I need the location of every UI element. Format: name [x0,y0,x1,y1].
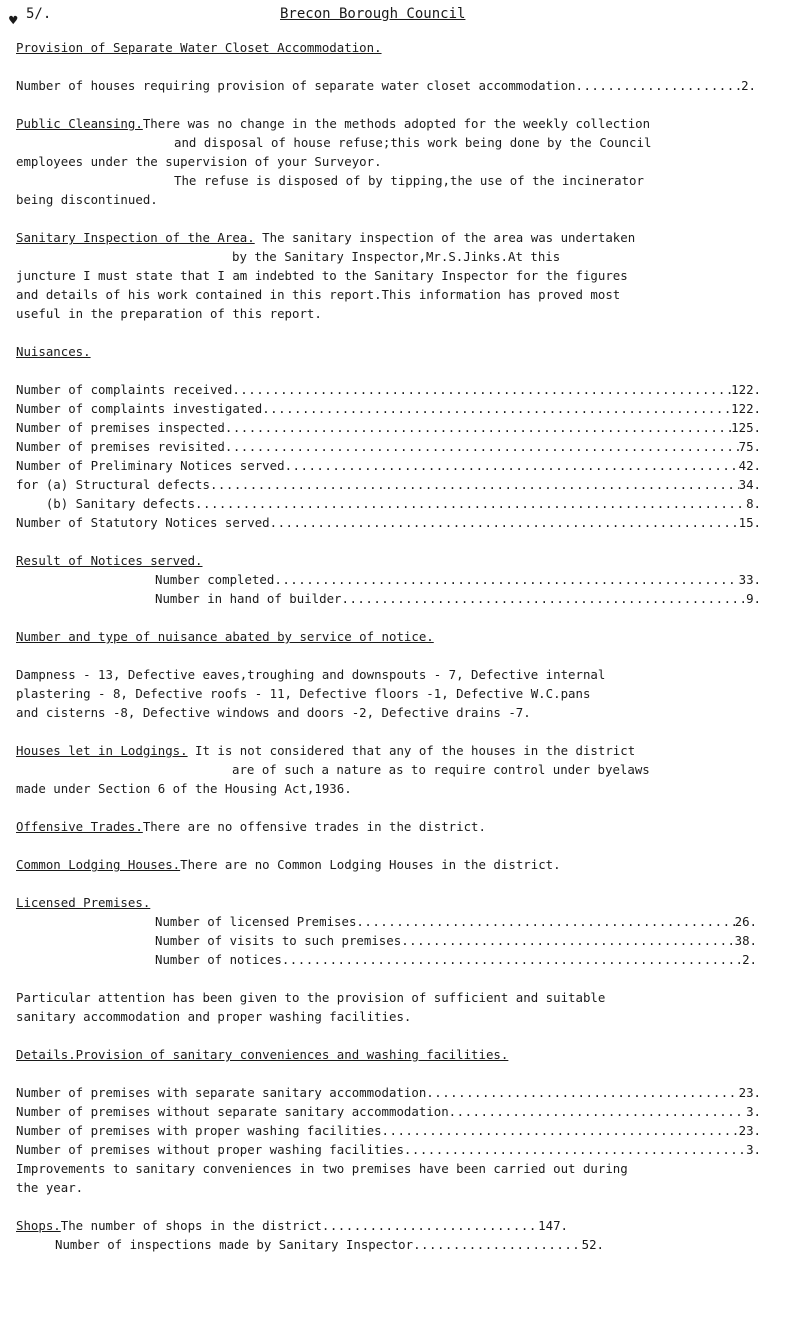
cleansing-para: Public Cleansing.There was no change in the methods adopted for the weekly collection [16,116,651,131]
list-item: Number of premises revisited ..... 75. [16,437,761,456]
list-item: (b) Sanitary defects ..... 8. [16,494,761,513]
list-item: Number of premises with proper washing facilities ..... 23. [16,1121,761,1140]
inspection-para: Sanitary Inspection of the Area. The sanitary inspection of the area was undertaken [16,230,636,245]
heart-icon: ♥ [9,13,18,29]
result-list [16,570,761,608]
list-item: Number of premises inspected ..... 125. [16,418,761,437]
page-header [0,5,800,27]
result-heading: Result of Notices served. [16,553,203,568]
licensed-heading: Licensed Premises. [16,895,151,910]
nuisances-list [16,380,761,532]
licensed-list [16,912,757,969]
details-list [16,1083,761,1159]
council-title: Brecon Borough Council [280,6,466,22]
provision-heading: Provision of Separate Water Closet Accommodation. [16,40,382,55]
document-body: Provision of Separate Water Closet Accommodation. Number of houses requiring provision of separate water closet accommodation ..... 2. Public Cleansing.There was no change in the methods adopted for the weekly collection and disposal of house refuse;this work being done by the Council employees under the supervision of your Surveyor. The refuse is disposed of by tipping,the use of the incinerator being discontinued. Sanitary Inspection of the Area. The sanitary inspection of the area was undertaken by the Sanitary Inspector,Mr.S.Jinks.At this juncture I must state that I am indebted to the Sanitary Inspector for the figures and details of his work contained in this report.This information has proved most useful in the preparation of this report. Nuisances. Number of complaints received ..... 122. Number of complaints investigated ..... 122. Number of premises inspected ..... 125. Number of premises revisited ..... 75. Number of Preliminary Notices served ..... 42. for (a) Structural defects ..... 34. (b) Sanitary defects ..... 8. Number of Statutory Notices served ..... 15. Result of Notices served. Number completed ..... 33. Number in hand of builder ..... 9. Number and type of nuisance abated by service of notice. Dampness - 13, Defective eaves,troughing and downspouts - 7, Defective internal plastering - 8, Defective roofs - 11, Defective floors -1, Defective W.C.pans and cisterns -8, Defective windows and doors -2, Defective drains -7. Houses let in Lodgings. It is not considered that any of the houses in the district are of such a nature as to require control under byelaws made under Section 6 of the Housing Act,1936. Offensive Trades.There are no offensive trades in the district. Common Lodging Houses.There are no Common Lodging Houses in the district. Licensed Premises. Number of licensed Premises ..... 26. Number of visits to such premises ..... 38. Number of notices ..... 2. Particular attention has been given to the provision of sufficient and suitable sanitary accommodation and proper washing facilities. Details.Provision of sanitary conveniences and washing facilities. Number of premises with separate sanitary accommodation ..... 23. Number of premises without separate sanitary accommodation ..... 3. Number of premises with proper washing facilities ..... 23. Number of premises without proper washing facilities ..... 3. Improvements to sanitary conveniences in two premises have been carried out during the year. Shops.The number of shops in the district ..... 147. Number of inspections made by Sanitary Inspector ..... 52. [16,38,786,1254]
details-heading: Details.Provision of sanitary conveniences and washing facilities. [16,1047,509,1062]
common-para: Common Lodging Houses.There are no Common Lodging Houses in the district. [16,857,561,872]
list-item: for (a) Structural defects ..... 34. [16,475,761,494]
list-item: Number of Preliminary Notices served ..... 42. [16,456,761,475]
lodgings-para: Houses let in Lodgings. It is not considered that any of the houses in the district [16,743,636,758]
list-item: Number of premises without proper washing facilities ..... 3. [16,1140,761,1159]
page-number: 5/. [26,6,52,22]
list-item: Number of premises without separate sanitary accommodation ..... 3. [16,1102,761,1121]
list-item: Number of licensed Premises ..... 26. [155,912,757,931]
list-item: Number of complaints investigated ..... 122. [16,399,761,418]
nuisances-heading: Nuisances. [16,344,91,359]
list-item: Number of visits to such premises ..... 38. [155,931,757,950]
offensive-para: Offensive Trades.There are no offensive trades in the district. [16,819,486,834]
list-item: Number of complaints received ..... 122. [16,380,761,399]
shops-inspections-row: Number of inspections made by Sanitary Inspector ..... 52. [16,1235,604,1254]
provision-row: Number of houses requiring provision of separate water closet accommodation ..... 2. [16,76,756,95]
list-item: Number of premises with separate sanitary accommodation ..... 23. [16,1083,761,1102]
list-item: Number of Statutory Notices served ..... 15. [16,513,761,532]
list-item: Number completed ..... 33. [155,570,761,589]
shops-row: Shops.The number of shops in the district ..... 147. [16,1216,568,1235]
list-item: Number of notices ..... 2. [155,950,757,969]
abated-heading: Number and type of nuisance abated by service of notice. [16,629,434,644]
list-item: Number in hand of builder ..... 9. [155,589,761,608]
